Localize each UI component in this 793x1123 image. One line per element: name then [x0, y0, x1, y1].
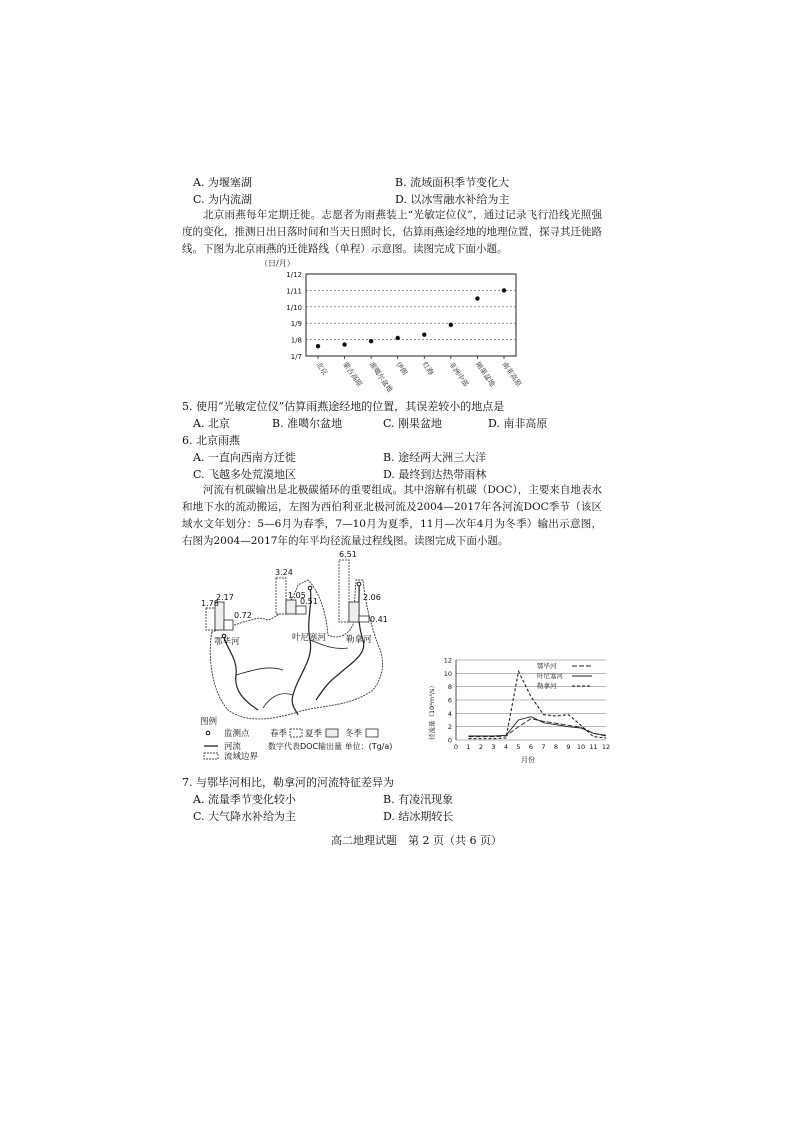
chart2-x-tick: 2 — [478, 743, 484, 751]
lena-winter-value: 0.41 — [370, 615, 388, 624]
chart1-point — [369, 339, 373, 343]
legend-spring-label: 春季 — [270, 729, 288, 739]
chart2-xlabel: 月份 — [521, 756, 535, 764]
chart1-y-tick: 1/12 — [286, 271, 302, 279]
legend-summer-label: 夏季 — [305, 729, 323, 739]
chart1-x-label: 北京 — [314, 360, 329, 377]
chart1-x-label: 伊朗 — [394, 360, 409, 377]
chart1-point — [316, 344, 320, 348]
chart2-y-tick: 10 — [443, 669, 452, 678]
legend-winter-label: 冬季 — [345, 729, 363, 739]
yenisei-river-label: 叶尼塞河 — [292, 633, 327, 643]
ob-winter-bar — [224, 620, 233, 630]
yenisei-summer-bar — [286, 600, 296, 614]
station-yenisei — [308, 586, 312, 590]
chart1-x-label: 蒙古高原 — [340, 360, 364, 389]
chart2-legend-label: 鄂毕河 — [537, 662, 557, 670]
q5-option-d: D. 南非高原 — [488, 417, 548, 430]
chart2-y-tick: 0 — [447, 736, 452, 745]
chart1-point — [422, 332, 426, 336]
chart2-x-tick: 10 — [576, 743, 586, 751]
q5-option-b: B. 准噶尔盆地 — [272, 417, 343, 430]
ob-river-label: 鄂毕河 — [214, 637, 240, 647]
chart2-x-tick: 8 — [553, 743, 559, 751]
chart2-ylabel: 径流量（10⁴m³/s） — [428, 682, 436, 740]
page-footer: 高二地理试题 第 2 页（共 6 页） — [331, 834, 502, 847]
lena-river-label: 勒拿河 — [346, 635, 372, 645]
chart2-x-tick: 5 — [516, 743, 521, 751]
chart2-x-tick: 12 — [601, 743, 611, 751]
legend-note: 数字代表DOC输出量 单位：(Tg/a) — [268, 742, 393, 751]
chart1-point — [396, 336, 400, 340]
lena-winter-bar — [359, 616, 369, 622]
chart1-x-label: 刚果盆地 — [473, 360, 497, 389]
ob-winter-value: 0.72 — [234, 611, 252, 620]
q7-option-c: C. 大气降水补给为主 — [193, 810, 297, 823]
passage-swift: 北京雨燕每年定期迁徙。志愿者为雨燕装上“光敏定位仪”，通过记录飞行沿线光照强度的变化，推测日出日落时间和当天日照时长，估算雨燕途经地的地理位置，探寻其迁徙路线。下图为北京雨燕的迁徙路线（单程）示意图。读图完成下面小题。 — [182, 209, 602, 255]
chart2-x-tick: 6 — [528, 743, 534, 751]
q6-option-a: A. 一直向西南方迁徙 — [193, 451, 296, 464]
legend-spring-symbol — [290, 729, 302, 737]
chart1-frame — [306, 274, 516, 356]
chart1-x-label: 非洲中部 — [447, 360, 470, 389]
legend-summer-symbol — [326, 729, 338, 737]
chart1-point — [502, 288, 506, 292]
chart1-point — [342, 342, 346, 346]
basin-boundary — [210, 580, 382, 719]
legend-boundary-label: 流域边界 — [224, 752, 259, 760]
chart1-y-tick: 1/10 — [286, 303, 302, 312]
tributary-1 — [236, 668, 283, 675]
chart2-legend-label: 叶尼塞河 — [537, 672, 563, 680]
lena-spring-bar — [339, 560, 349, 622]
legend-winter-symbol — [366, 729, 378, 737]
legend-river-label: 河流 — [224, 742, 242, 752]
ob-spring-bar — [206, 608, 215, 630]
q6-option-d: D. 最终到达热带雨林 — [383, 468, 487, 481]
q6-option-b: B. 途经两大洲三大洋 — [383, 451, 487, 464]
q7-option-d: D. 结冰期较长 — [383, 810, 454, 823]
ob-summer-value: 2.17 — [216, 593, 234, 602]
chart2-series-line — [469, 717, 607, 736]
chart2-x-tick: 11 — [589, 743, 598, 751]
yenisei-spring-value: 3.24 — [275, 568, 293, 577]
lena-summer-value: 2.06 — [363, 593, 381, 602]
yenisei-winter-value: 0.51 — [300, 597, 318, 606]
chart2-x-tick: 4 — [503, 743, 509, 751]
chart2-y-tick: 4 — [447, 709, 452, 718]
siberia-rivers-map — [198, 550, 410, 760]
runoff-chart — [420, 652, 620, 764]
q6-option-c: C. 飞越多处荒漠地区 — [193, 468, 297, 481]
yenisei-winter-bar — [296, 606, 306, 614]
chart2-x-tick: 1 — [466, 743, 471, 751]
chart2-y-tick: 2 — [447, 723, 452, 732]
q5-option-a: A. 北京 — [193, 417, 230, 430]
q5-stem: 5. 使用“光敏定位仪”估算雨燕途经地的位置，其误差较小的地点是 — [182, 400, 505, 413]
yenisei-spring-bar — [276, 578, 286, 614]
q4-option-d: D. 以冰雪融水补给为主 — [395, 193, 510, 206]
chart1-y-tick: 1/7 — [290, 353, 302, 361]
chart2-x-tick: 9 — [566, 743, 571, 751]
lena-summer-bar — [349, 602, 359, 622]
chart1-y-tick: 1/9 — [290, 320, 302, 329]
legend-station-symbol — [206, 731, 210, 735]
chart2-y-tick: 12 — [443, 656, 452, 665]
ob-river — [224, 638, 258, 710]
q5-option-c: C. 刚果盆地 — [383, 417, 443, 430]
station-lena — [357, 582, 361, 586]
legend-station-label: 监测点 — [224, 729, 250, 739]
chart1-y-tick: 1/11 — [286, 287, 302, 296]
chart2-x-tick: 0 — [453, 743, 459, 751]
q6-stem: 6. 北京雨燕 — [182, 434, 240, 447]
q7-option-a: A. 流量季节变化较小 — [193, 793, 296, 806]
ob-spring-value: 1.78 — [201, 599, 219, 608]
tributary-3 — [263, 694, 293, 708]
chart1-x-label: 南非高原 — [500, 360, 523, 389]
chart1-y-tick: 1/8 — [290, 336, 302, 345]
chart1-x-label: 准噶尔盆地 — [367, 360, 395, 394]
q7-option-b: B. 有凌汛现象 — [383, 793, 454, 806]
migration-chart — [250, 256, 530, 396]
legend-title: 图例 — [200, 717, 218, 727]
q4-option-b: B. 流域面积季节变化大 — [395, 176, 510, 189]
chart1-point — [475, 296, 479, 300]
chart2-legend-label: 勒拿河 — [537, 682, 557, 690]
yenisei-summer-value: 1.05 — [288, 591, 306, 600]
lena-spring-value: 6.51 — [339, 550, 357, 559]
chart2-y-tick: 8 — [447, 683, 452, 692]
passage-doc: 河流有机碳输出是北极碳循环的重要组成。其中溶解有机碳（DOC），主要来自地表水和地下水的流动搬运，左图为西伯利亚北极河流及2004—2017年各河流DOC季节（该区域水文年划分：5—6月为春季，7—10月为夏季，11月—次年4月为冬季）输出示意图，右图为2004—2017年的年平均径流量过程线图。读图完成下面小题。 — [182, 484, 602, 547]
chart2-x-tick: 3 — [491, 743, 496, 751]
chart2-y-tick: 6 — [447, 696, 452, 705]
q4-option-c: C. 为内流湖 — [193, 193, 253, 206]
chart1-x-label: 红海 — [420, 360, 436, 377]
chart1-unit-label: （日/月） — [260, 259, 295, 268]
chart1-point — [449, 323, 453, 327]
q4-option-a: A. 为堰塞湖 — [193, 176, 252, 189]
legend-boundary-symbol — [204, 753, 218, 759]
q7-stem: 7. 与鄂毕河相比，勒拿河的河流特征差异为 — [182, 776, 394, 789]
chart2-x-tick: 7 — [541, 743, 546, 751]
chart2-series-line — [469, 719, 607, 737]
